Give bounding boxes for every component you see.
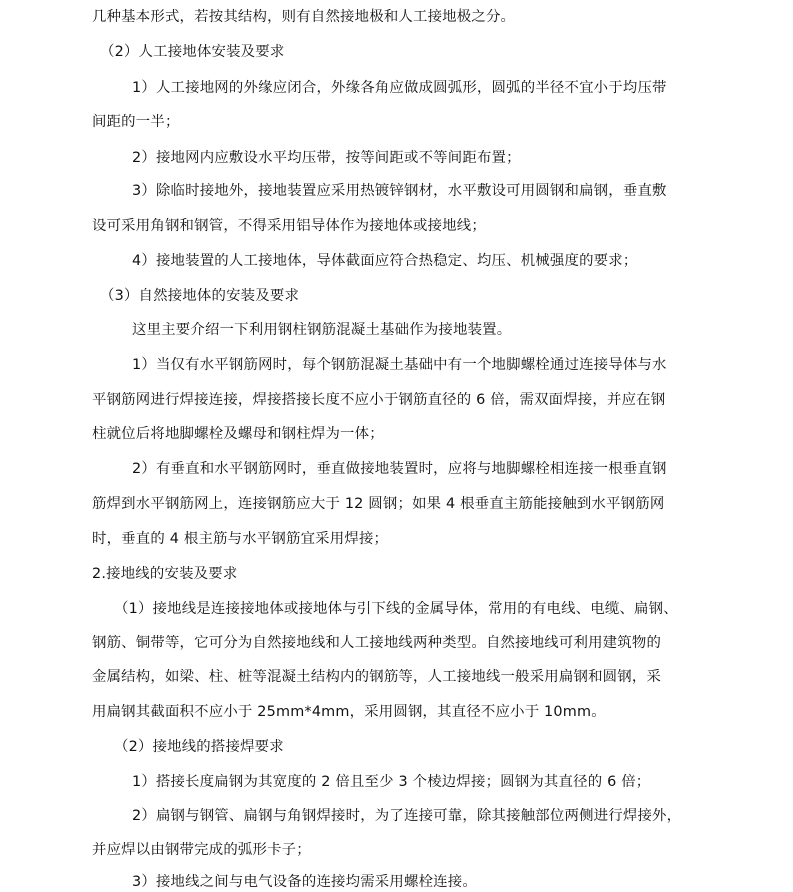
text-line: 1）搭接长度扁钢为其宽度的 2 倍且至少 3 个棱边焊接；圆钢为其直径的 6 倍；	[132, 774, 651, 790]
section-heading: 2.接地线的安装及要求	[92, 566, 238, 582]
text-line: 平钢筋网进行焊接连接，焊接搭接长度不应小于钢筋直径的 6 倍，需双面焊接，并应在钢	[92, 392, 666, 408]
text-line: 间距的一半；	[92, 114, 180, 130]
text-line: 4）接地装置的人工接地体，导体截面应符合热稳定、均压、机械强度的要求；	[132, 253, 638, 269]
text-line: 设可采用角钢和钢管，不得采用铝导体作为接地体或接地线；	[92, 218, 486, 234]
text-line: 这里主要介绍一下利用钢柱钢筋混凝土基础作为接地装置。	[132, 322, 512, 338]
text-line: 2）有垂直和水平钢筋网时，垂直做接地装置时，应将与地脚螺栓相连接一根垂直钢	[132, 461, 667, 477]
text-line: 1）人工接地网的外缘应闭合，外缘各角应做成圆弧形，圆弧的半径不宜小于均压带	[132, 80, 667, 96]
text-line-partial: 3）接地线之间与电气设备的连接均需采用螺栓连接。	[132, 874, 477, 890]
text-line: （1）接地线是连接接地体或接地体与引下线的金属导体，常用的有电线、电缆、扁钢、	[114, 601, 678, 617]
text-line: 用扁钢其截面积不应小于 25mm*4mm，采用圆钢，其直径不应小于 10mm。	[92, 704, 606, 720]
text-line: 并应焊以由钢带完成的弧形卡子；	[92, 842, 311, 858]
text-line: 2）扁钢与钢管、扁钢与角钢焊接时，为了连接可靠，除其接触部位两侧进行焊接外，	[132, 808, 682, 824]
section-heading: （3）自然接地体的安装及要求	[100, 288, 300, 304]
text-line: 1）当仅有水平钢筋网时，每个钢筋混凝土基础中有一个地脚螺栓通过连接导体与水	[132, 357, 667, 373]
section-heading: （2）人工接地体安装及要求	[100, 44, 285, 60]
section-heading: （2）接地线的搭接焊要求	[114, 739, 284, 755]
text-line: 金属结构，如梁、柱、桩等混凝土结构内的钢筋等，人工接地线一般采用扁钢和圆钢，采	[92, 669, 662, 685]
text-line: 筋焊到水平钢筋网上，连接钢筋应大于 12 圆钢；如果 4 根垂直主筋能接触到水平钢筋网	[92, 496, 665, 512]
text-line: 钢筋、铜带等，它可分为自然接地线和人工接地线两种类型。自然接地线可利用建筑物的	[92, 635, 662, 651]
text-line: 时，垂直的 4 根主筋与水平钢筋宜采用焊接；	[92, 531, 389, 547]
text-line: 几种基本形式，若按其结构，则有自然接地极和人工接地极之分。	[92, 9, 516, 25]
text-line: 柱就位后将地脚螺栓及螺母和钢柱焊为一体；	[92, 426, 384, 442]
text-line: 2）接地网内应敷设水平均压带，按等间距或不等间距布置；	[132, 150, 521, 166]
text-line: 3）除临时接地外，接地装置应采用热镀锌钢材，水平敷设可用圆钢和扁钢，垂直敷	[132, 183, 667, 199]
